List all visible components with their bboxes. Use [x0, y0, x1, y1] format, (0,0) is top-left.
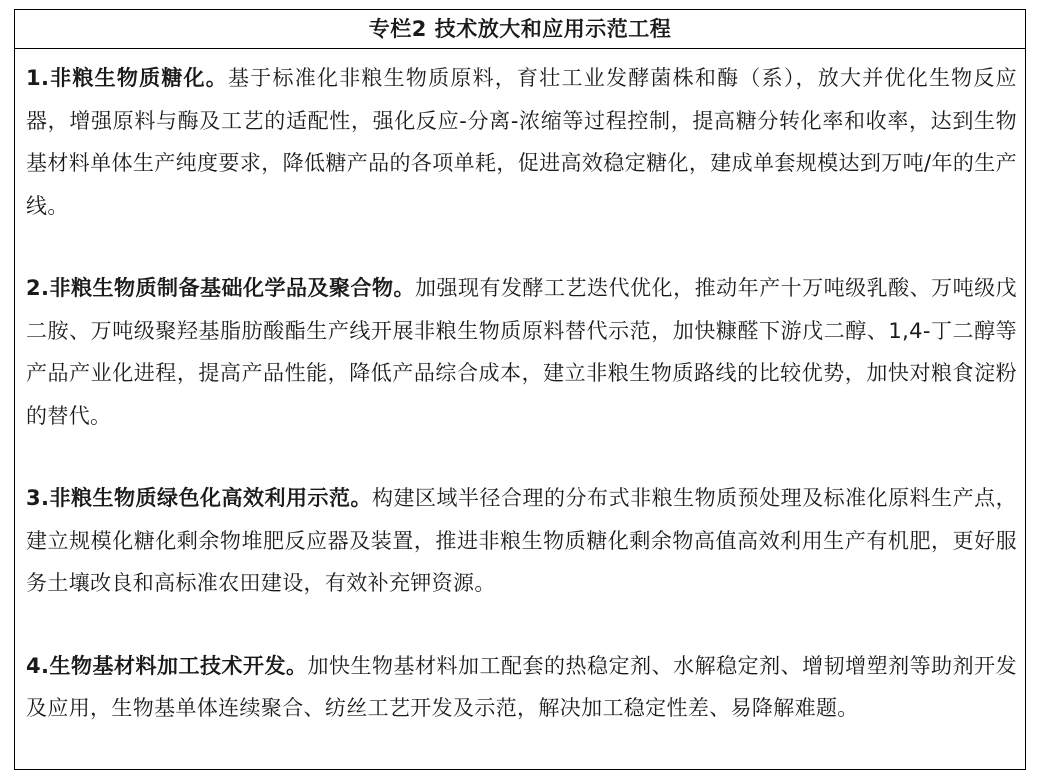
item-heading: 3.非粮生物质绿色化高效利用示范。: [26, 486, 373, 510]
item-green-utilization: [26, 477, 1017, 605]
item-saccharification: [26, 57, 1017, 227]
item-text: 加快生物基材料加工配套的热稳定剂、水解稳定剂、增韧增塑剂等助剂开发及应用，生物基单体连续聚合、纺丝工艺开发及示范，解决加工稳定性差、易降解难题。: [26, 653, 1017, 720]
special-column-box: [14, 9, 1026, 770]
column-body: [15, 49, 1025, 730]
item-basic-chemicals: [26, 267, 1017, 437]
item-heading: 2.非粮生物质制备基础化学品及聚合物。: [26, 276, 416, 300]
item-heading: 4.生物基材料加工技术开发。: [26, 653, 308, 678]
item-processing-tech: [26, 645, 1017, 730]
item-text: 基于标准化非粮生物质原料，育壮工业发酵菌株和酶（系），放大并优化生物反应器，增强原料与酶及工艺的适配性，强化反应-分离-浓缩等过程控制，提高糖分转化率和收率，达到生物基材料单体生产纯度要求，降低糖产品的各项单耗，促进高效稳定糖化，建成单套规模达到万吨/年的生产线。: [26, 66, 1017, 218]
item-text: 构建区域半径合理的分布式非粮生物质预处理及标准化原料生产点，建立规模化糖化剩余物堆肥反应器及装置，推进非粮生物质糖化剩余物高值高效利用生产有机肥，更好服务土壤改良和高标准农田建设，有效补充钾资源。: [26, 486, 1017, 595]
item-heading: 1.非粮生物质糖化。: [26, 66, 229, 90]
item-text: 加强现有发酵工艺迭代优化，推动年产十万吨级乳酸、万吨级戊二胺、万吨级聚羟基脂肪酸酯生产线开展非粮生物质原料替代示范，加快糠醛下游戊二醇、1,4-丁二醇等产品产业化进程，提高产品性能，降低产品综合成本，建立非粮生物质路线的比较优势，加快对粮食淀粉的替代。: [26, 276, 1017, 428]
column-title: 专栏2 技术放大和应用示范工程: [15, 10, 1025, 49]
